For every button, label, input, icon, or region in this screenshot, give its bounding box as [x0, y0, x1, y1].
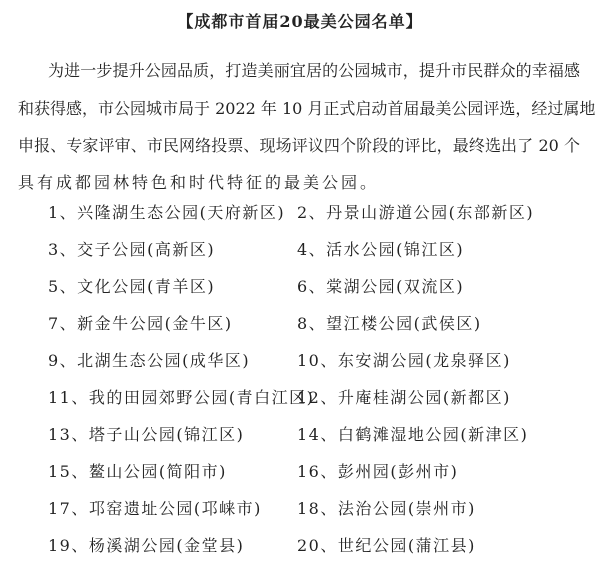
park-list-item: 10、东安湖公园(龙泉驿区) [297, 351, 511, 370]
park-list-item: 18、法治公园(崇州市) [297, 499, 476, 518]
document-title: 【成都市首届20最美公园名单】 [177, 12, 423, 31]
intro-line: 和获得感，市公园城市局于 2022 年 10 月正式启动首届最美公园评选，经过属地 [18, 99, 596, 118]
park-list-item: 19、杨溪湖公园(金堂县) [48, 536, 245, 555]
park-list-item: 15、鳌山公园(简阳市) [48, 462, 227, 481]
park-list-item: 9、北湖生态公园(成华区) [48, 351, 251, 370]
park-list-item: 1、兴隆湖生态公园(天府新区) [48, 203, 286, 222]
intro-line: 为进一步提升公园品质，打造美丽宜居的公园城市，提升市民群众的幸福感 [48, 61, 580, 80]
park-list-item: 4、活水公园(锦江区) [297, 240, 465, 259]
park-list-item: 3、交子公园(高新区) [48, 240, 216, 259]
park-list-item: 6、棠湖公园(双流区) [297, 277, 465, 296]
park-list-item: 5、文化公园(青羊区) [48, 277, 216, 296]
intro-line: 申报、专家评审、市民网络投票、现场评议四个阶段的评比，最终选出了 20 个 [18, 136, 580, 155]
park-list-item: 17、邛窑遗址公园(邛崃市) [48, 499, 262, 518]
park-list-item: 14、白鹤滩湿地公园(新津区) [297, 425, 529, 444]
park-list-item: 16、彭州园(彭州市) [297, 462, 459, 481]
park-list-item: 20、世纪公园(蒲江县) [297, 536, 476, 555]
intro-line: 具有成都园林特色和时代特征的最美公园。 [18, 173, 380, 192]
park-list-item: 11、我的田园郊野公园(青白江区) [48, 388, 315, 407]
park-list-item: 12、升庵桂湖公园(新都区) [297, 388, 511, 407]
park-list-item: 13、塔子山公园(锦江区) [48, 425, 245, 444]
park-list-item: 2、丹景山游道公园(东部新区) [297, 203, 535, 222]
park-list-item: 8、望江楼公园(武侯区) [297, 314, 482, 333]
park-list-item: 7、新金牛公园(金牛区) [48, 314, 233, 333]
